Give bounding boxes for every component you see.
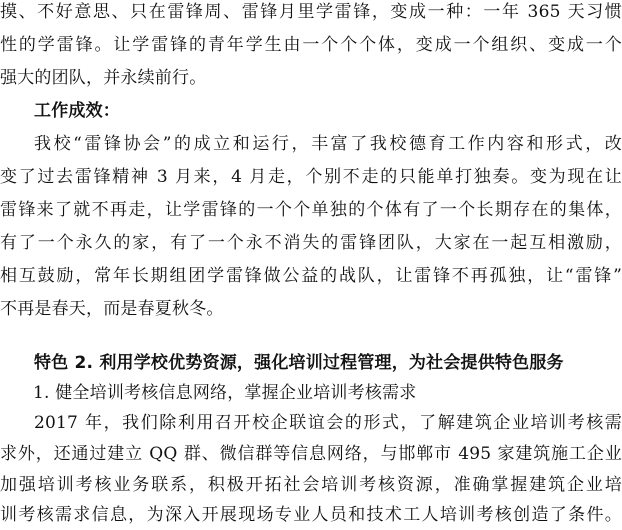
paragraph-line: 变了过去雷锋精神 3 月来，4 月走，个别不走的只能单打独奏。变为现在让 (0, 167, 622, 187)
paragraph-line: 摸、不好意思、只在雷锋周、雷锋月里学雷锋，变成一种：一年 365 天习惯 (0, 2, 622, 22)
section-heading-results: 工作成效： (34, 101, 120, 121)
paragraph-line: 雷锋来了就不再走，让学雷锋的一个个单独的个体有了一个长期存在的集体， (0, 200, 622, 220)
paragraph-line: 训考核需求信息，为深入开展现场专业人员和技术工人培训考核创造了条件。 (0, 505, 622, 525)
section-heading-feature-2: 特色 2. 利用学校优势资源，强化培训过程管理，为社会提供特色服务 (34, 353, 564, 373)
paragraph-line: 强大的团队，并永续前行。 (0, 68, 207, 88)
paragraph-line: 性的学雷锋。让学雷锋的青年学生由一个个个体，变成一个组织、变成一个 (0, 35, 622, 55)
paragraph-line: 2017 年，我们除利用召开校企联谊会的形式，了解建筑企业培训考核需 (34, 413, 622, 433)
paragraph-line: 我校“雷锋协会”的成立和运行，丰富了我校德育工作内容和形式，改 (34, 134, 622, 154)
subheading-1: 1. 健全培训考核信息网络，掌握企业培训考核需求 (33, 383, 417, 403)
paragraph-line: 有了一个永久的家，有了一个永不消失的雷锋团队，大家在一起互相激励， (0, 233, 622, 253)
paragraph-line: 加强培训考核业务联系，积极开拓社会培训考核资源，准确掌握建筑企业培 (0, 475, 622, 495)
paragraph-line: 相互鼓励，常年长期组团学雷锋做公益的战队，让雷锋不再孤独，让“雷锋” (0, 266, 622, 286)
paragraph-line: 不再是春天，而是春夏秋冬。 (0, 299, 224, 319)
paragraph-line: 求外，还通过建立 QQ 群、微信群等信息网络，与邯郸市 495 家建筑施工企业 (0, 444, 622, 464)
